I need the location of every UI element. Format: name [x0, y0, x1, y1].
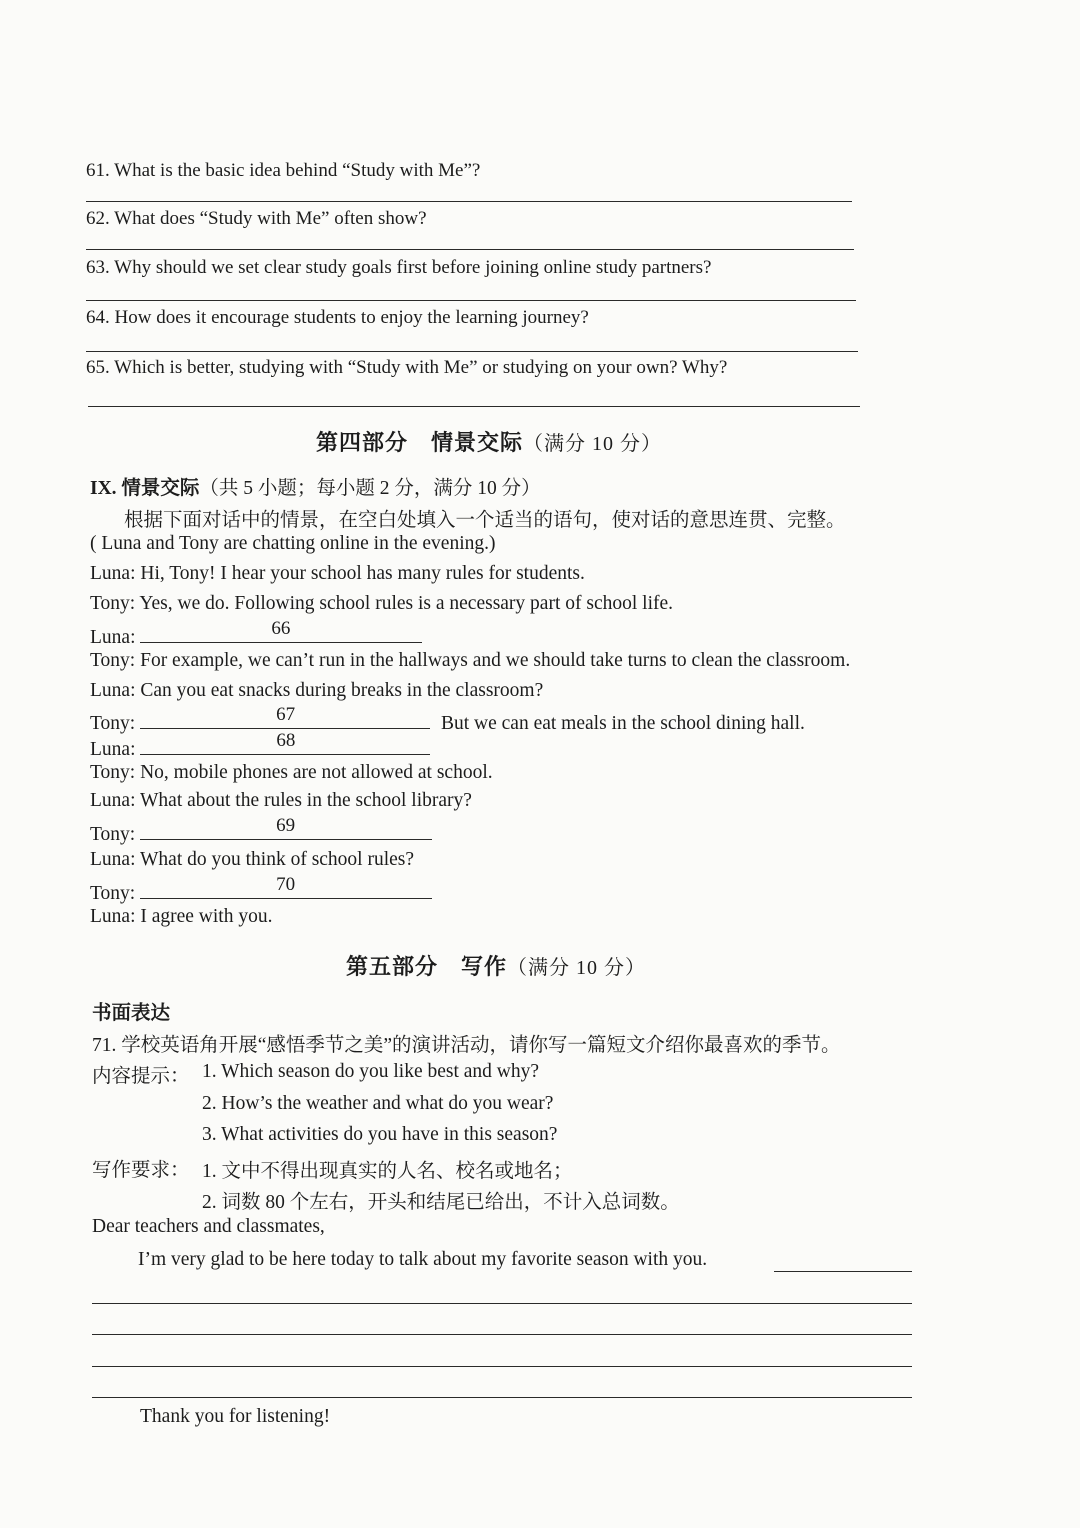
speaker-tony: Tony: [90, 883, 136, 904]
dialogue-line-4: Tony: For example, we can’t run in the hallways and we should take turns to clean the classroom. [90, 650, 851, 671]
requirement-2: 2. 词数 80 个左右，开头和结尾已给出，不计入总词数。 [202, 1192, 680, 1213]
essay-line-3[interactable] [92, 1366, 912, 1367]
question-62: 62. What does “Study with Me” often show? [86, 208, 427, 229]
dialogue-line-67-after: But we can eat meals in the school dining hall. [440, 713, 805, 734]
blank-69[interactable] [140, 815, 432, 840]
dialogue-line-9: Luna: What about the rules in the school library? [90, 790, 472, 811]
requirement-label: 写作要求： [92, 1160, 190, 1181]
blank-number: 69 [276, 815, 296, 836]
section-ix-label: IX. 情景交际 [90, 478, 200, 499]
answer-line-61[interactable] [86, 201, 852, 202]
dialogue-line-2: Tony: Yes, we do. Following school rules is a necessary part of school life. [90, 593, 674, 614]
speaker-tony: Tony: [90, 713, 136, 734]
writing-label: 书面表达 [92, 1003, 171, 1024]
essay-line-1[interactable] [92, 1303, 912, 1304]
dialogue-scene: ( Luna and Tony are chatting online in the evening.) [90, 533, 496, 554]
section-ix-note: （共 5 小题；每小题 2 分，满分 10 分） [199, 478, 541, 499]
question-61: 61. What is the basic idea behind “Study with Me”? [86, 160, 481, 181]
blank-70[interactable] [140, 874, 432, 899]
question-63: 63. Why should we set clear study goals first before joining online study partners? [86, 257, 712, 278]
part5-title: 第五部分 写作 [346, 954, 508, 979]
dialogue-line-69 [90, 815, 432, 846]
answer-line-62[interactable] [86, 249, 854, 250]
dialogue-line-1: Luna: Hi, Tony! I hear your school has many rules for students. [90, 563, 585, 584]
dialogue-instruction: 根据下面对话中的情景，在空白处填入一个适当的语句，使对话的意思连贯、完整。 [124, 510, 846, 531]
essay-closing: Thank you for listening! [140, 1406, 331, 1427]
dialogue-line-68 [90, 730, 430, 761]
essay-line-2[interactable] [92, 1334, 912, 1335]
dialogue-line-67 [90, 704, 805, 735]
part5-heading [346, 950, 646, 981]
essay-line-4[interactable] [92, 1397, 912, 1398]
blank-number: 66 [271, 618, 291, 639]
answer-line-64[interactable] [86, 351, 858, 352]
section-ix-header [90, 472, 541, 500]
dialogue-line-11: Luna: What do you think of school rules? [90, 849, 415, 870]
hint-3: 3. What activities do you have in this season? [202, 1124, 558, 1145]
writing-task: 71. 学校英语角开展“感悟季节之美”的演讲活动，请你写一篇短文介绍你最喜欢的季节。 [92, 1035, 841, 1056]
speaker-luna: Luna: [90, 627, 136, 648]
hint-2: 2. How’s the weather and what do you wear? [202, 1093, 554, 1114]
part4-heading [316, 426, 662, 457]
speaker-tony: Tony: [90, 824, 136, 845]
essay-greeting: Dear teachers and classmates, [92, 1216, 325, 1237]
part5-score: （满分 10 分） [507, 957, 647, 979]
blank-67[interactable] [140, 704, 430, 729]
dialogue-line-5: Luna: Can you eat snacks during breaks in the classroom? [90, 680, 544, 701]
requirement-1: 1. 文中不得出现真实的人名、校名或地名； [202, 1161, 573, 1182]
answer-line-65[interactable] [88, 406, 860, 407]
blank-66[interactable] [140, 618, 422, 643]
essay-line-0[interactable] [774, 1271, 912, 1272]
dialogue-line-8: Tony: No, mobile phones are not allowed at school. [90, 762, 493, 783]
dialogue-line-13: Luna: I agree with you. [90, 906, 273, 927]
part4-title: 第四部分 情景交际 [316, 430, 524, 455]
blank-number: 70 [276, 874, 296, 895]
blank-68[interactable] [140, 730, 430, 755]
part4-score: （满分 10 分） [523, 433, 663, 455]
question-64: 64. How does it encourage students to enjoy the learning journey? [86, 307, 589, 328]
hint-label: 内容提示： [92, 1066, 190, 1087]
dialogue-line-70 [90, 874, 432, 905]
hint-1: 1. Which season do you like best and why? [202, 1061, 540, 1082]
blank-number: 67 [276, 704, 296, 725]
question-65: 65. Which is better, studying with “Study with Me” or studying on your own? Why? [86, 357, 728, 378]
blank-number: 68 [276, 730, 296, 751]
answer-line-63[interactable] [86, 300, 856, 301]
dialogue-line-66 [90, 618, 422, 649]
essay-opening: I’m very glad to be here today to talk about my favorite season with you. [138, 1249, 708, 1270]
speaker-luna: Luna: [90, 739, 136, 760]
